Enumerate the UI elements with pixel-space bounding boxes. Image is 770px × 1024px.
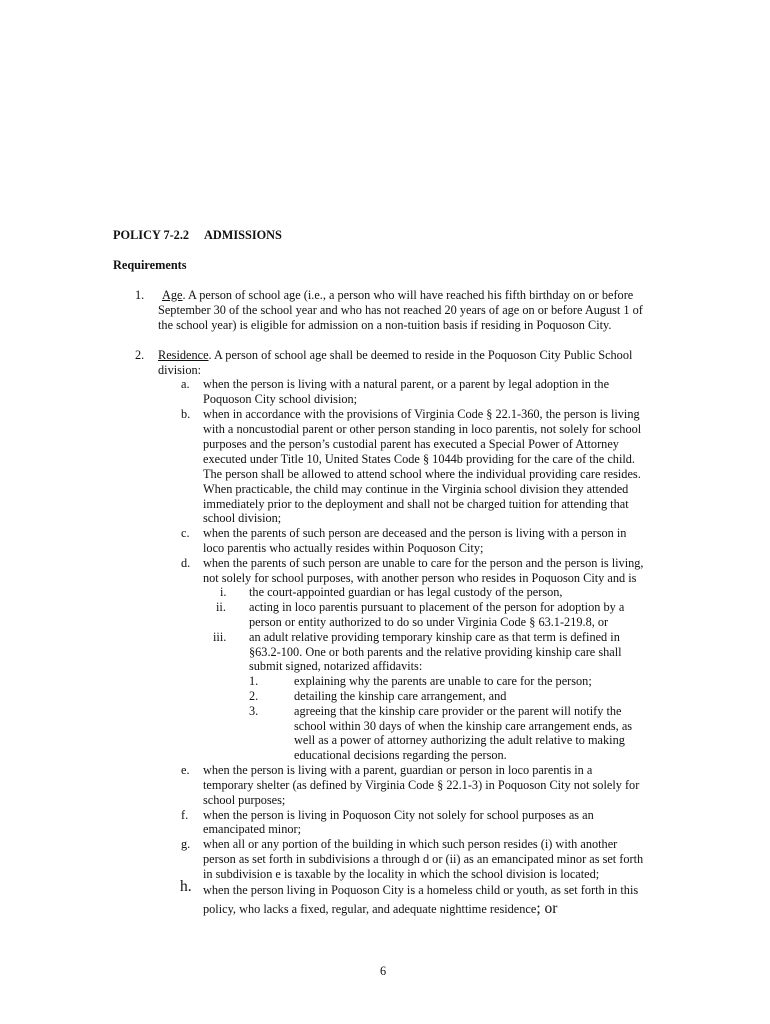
item-2-line-2: division: xyxy=(158,363,202,377)
item-2-line-1: Residence. A person of school age shall be deemed to reside in the Poquoson City Public School xyxy=(158,348,633,362)
item-1-label: Age xyxy=(162,288,183,302)
numbered-2-marker: 2. xyxy=(249,689,259,703)
subitem-b-line: school division; xyxy=(203,511,282,525)
numbered-3-line: agreeing that the kinship care provider or the parent will notify the xyxy=(294,704,622,718)
item-1-line-3: the school year) is eligible for admission on a non-tuition basis if residing in Poquoson City. xyxy=(158,318,612,332)
numbered-1-marker: 1. xyxy=(249,674,259,688)
requirements-heading: Requirements xyxy=(113,258,187,272)
subitem-g-line: when all or any portion of the building in which such person resides (i) with another xyxy=(203,837,618,851)
subitem-f-marker: f. xyxy=(181,808,189,822)
policy-number: POLICY 7-2.2 xyxy=(113,228,190,242)
item-1-line-2: September 30 of the school year and who has not reached 20 years of age on or before August 1 of xyxy=(158,303,643,317)
roman-iii-line: submit signed, notarized affidavits: xyxy=(249,659,423,673)
subitem-g-line: person as set forth in subdivisions a through d or (ii) as an emancipated minor as set forth xyxy=(203,852,644,866)
roman-ii-marker: ii. xyxy=(216,600,226,614)
subitem-f-line: emancipated minor; xyxy=(203,822,301,836)
subitem-b-line: purposes and the person’s custodial parent has executed a Special Power of Attorney xyxy=(203,437,619,451)
roman-i-line: the court-appointed guardian or has legal custody of the person, xyxy=(249,585,563,599)
subitem-e-marker: e. xyxy=(181,763,190,777)
subitem-c-line: when the parents of such person are deceased and the person is living with a person in xyxy=(203,526,627,540)
subitem-h-line: when the person living in Poquoson City is a homeless child or youth, as set forth in this xyxy=(203,883,639,897)
roman-i-marker: i. xyxy=(220,585,227,599)
item-1-marker: 1. xyxy=(135,288,145,302)
subitem-d-marker: d. xyxy=(181,556,191,570)
subitem-b-line: when in accordance with the provisions of Virginia Code § 22.1-360, the person is living xyxy=(203,407,640,421)
subitem-h-tail: ; or xyxy=(536,900,558,917)
subitem-h-marker: h. xyxy=(180,878,192,895)
subitem-a-line: when the person is living with a natural parent, or a parent by legal adoption in the xyxy=(203,377,610,391)
roman-iii-line: an adult relative providing temporary kinship care as that term is defined in xyxy=(249,630,620,644)
item-2-marker: 2. xyxy=(135,348,145,362)
subitem-b-line: with a noncustodial parent or other person standing in loco parentis, not solely for school xyxy=(203,422,642,436)
numbered-3-line: educational decisions regarding the person. xyxy=(294,748,507,762)
subitem-d-line: not solely for school purposes, with another person who resides in Poquoson City and is xyxy=(203,571,637,585)
subitem-h-line-2: policy, who lacks a fixed, regular, and adequate nighttime residence; or xyxy=(203,900,558,917)
subitem-e-line: school purposes; xyxy=(203,793,286,807)
numbered-3-line: school within 30 days of when the kinship care arrangement ends, as xyxy=(294,719,633,733)
subitem-c-line: loco parentis who actually resides within Poquoson City; xyxy=(203,541,484,555)
subitem-b-marker: b. xyxy=(181,407,191,421)
subitem-b-line: When practicable, the child may continue in the Virginia school division they attended xyxy=(203,482,629,496)
policy-title: ADMISSIONS xyxy=(204,228,282,242)
subitem-g-marker: g. xyxy=(181,837,191,851)
numbered-3-line: well as a power of attorney authorizing the adult relative to making xyxy=(294,733,625,747)
subitem-e-line: temporary shelter (as defined by Virginia Code § 22.1-3) in Poquoson City not solely for xyxy=(203,778,640,792)
subitem-e-line: when the person is living with a parent, guardian or person in loco parentis in a xyxy=(203,763,593,777)
subitem-a-line: Poquoson City school division; xyxy=(203,392,358,406)
subitem-g-line: in subdivision e is taxable by the locality in which the school division is located; xyxy=(203,867,600,881)
subitem-d-line: when the parents of such person are unable to care for the person and the person is living, xyxy=(203,556,644,570)
subitem-f-line: when the person is living in Poquoson City not solely for school purposes as an xyxy=(203,808,594,822)
subitem-a-marker: a. xyxy=(181,377,190,391)
numbered-1-line: explaining why the parents are unable to care for the person; xyxy=(294,674,592,688)
roman-iii-marker: iii. xyxy=(213,630,227,644)
subitem-b-line: executed under Title 10, United States Code § 1044b providing for the care of the child. xyxy=(203,452,636,466)
subitem-b-line: immediately prior to the deployment and shall not be charged tuition for attending that xyxy=(203,497,629,511)
subitem-c-marker: c. xyxy=(181,526,190,540)
item-1-line-1: Age. A person of school age (i.e., a person who will have reached his fifth birthday on or before xyxy=(162,288,634,302)
numbered-3-marker: 3. xyxy=(249,704,259,718)
page-number: 6 xyxy=(380,964,387,978)
roman-ii-line: acting in loco parentis pursuant to placement of the person for adoption by a xyxy=(249,600,625,614)
subitem-b-line: The person shall be allowed to attend school where the individual providing care resides. xyxy=(203,467,641,481)
roman-iii-line: §63.2-100. One or both parents and the relative providing kinship care shall xyxy=(249,645,622,659)
numbered-2-line: detailing the kinship care arrangement, and xyxy=(294,689,507,703)
roman-ii-line: person or entity authorized to do so under Virginia Code § 63.1-219.8, or xyxy=(249,615,609,629)
item-2-label: Residence xyxy=(158,348,209,362)
